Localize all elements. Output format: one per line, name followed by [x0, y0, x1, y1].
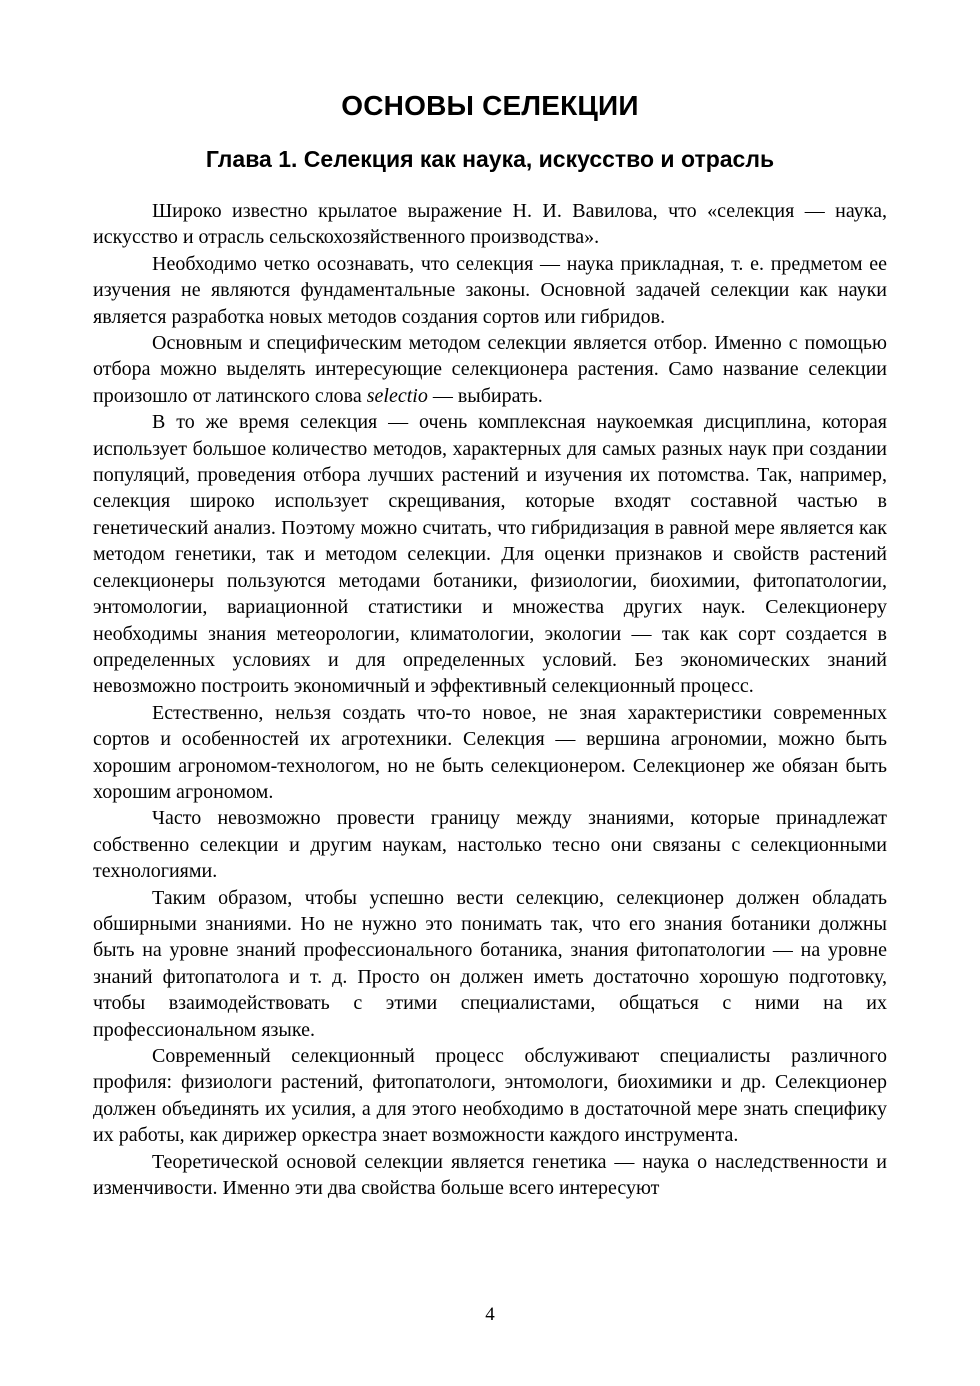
paragraph-selection-method — [93, 330, 887, 409]
paragraph-broad-knowledge: Таким образом, чтобы успешно вести селекцию, селекционер должен обладать обширными знаниями. Но не нужно это понимать так, что его знания ботаники должны быть на уровне знаний профессионального ботаника, знания фитопатологии — на уровне знаний фитопатолога и т. д. Просто он должен иметь достаточно хорошую подготовку, чтобы взаимодействовать с этими специалистами, общаться с ними на их профессиональном языке. — [93, 886, 887, 1041]
paragraph-vavilov-quote: Широко известно крылатое выражение Н. И. Вавилова, что «селекция — наука, искусство и отрасль сельскохозяйственного производства». — [93, 200, 887, 249]
body-text — [93, 198, 887, 1201]
paragraph-applied-science: Необходимо четко осознавать, что селекция — наука прикладная, т. е. предметом ее изучения не являются фундаментальные законы. Основной задачей селекции как науки является разработка новых методов создания сортов или гибридов. — [93, 252, 887, 328]
paragraph-genetics-basis: Теоретической основой селекции является генетика — наука о наследственности и изменчивости. Именно эти два свойства больше всего интересуют — [93, 1150, 887, 1200]
paragraph-boundaries: Часто невозможно провести границу между знаниями, которые принадлежат собственно селекции и другим наукам, настолько тесно они связаны с селекционными технологиями. — [93, 807, 887, 883]
paragraph-complex-discipline: В то же время селекция — очень комплексная наукоемкая дисциплина, которая использует большое количество методов, характерных для самых разных наук при создании популяций, проведения отбора лучших растений и изучения их потомства. Так, например, селекция широко использует скрещивания, которые входят составной частью в генетический анализ. Поэтому можно считать, что гибридизация в равной мере является как методом генетики, так и методом селекции. Для оценки признаков и свойств растений селекционеры пользуются методами ботаники, физиологии, биохимии, фитопатологии, энтомологии, вариационной статистики и множества других наук. Селекционеру необходимы знания метеорологии, климатологии, экологии — так как сорт создается в определенных условиях и для определенных условий. Без экономических знаний невозможно построить экономичный и эффективный селекционный процесс. — [93, 411, 887, 698]
page-number: 4 — [485, 1304, 495, 1325]
latin-term: selectio — [366, 384, 428, 407]
paragraph-selection-method-text: Основным и специфическим методом селекции является отбор. Именно с помощью отбора можно выделять интересующие селекционера растения. Само название селекции произошло от латинского слова — [93, 332, 887, 407]
paragraph-selection-method-end: — выбирать. — [427, 384, 543, 407]
paragraph-agronomy: Естественно, нельзя создать что-то новое, не зная характеристики современных сортов и особенностей их агротехники. Селекция — вершина агрономии, можно быть хорошим агрономом-технологом, но не быть селекционером. Селекционер же обязан быть хорошим агрономом. — [93, 701, 887, 803]
chapter-title: Глава 1. Селекция как наука, искусство и отрасль — [205, 146, 775, 172]
part-title: ОСНОВЫ СЕЛЕКЦИИ — [341, 90, 639, 121]
paragraph-specialists: Современный селекционный процесс обслуживают специалисты различного профиля: физиологи растений, фитопатологи, энтомологи, биохимики и др. Селекционер должен объединять их усилия, а для этого необходимо в достаточной мере знать специфику их работы, как дирижер оркестра знает возможности каждого инструмента. — [93, 1045, 887, 1147]
